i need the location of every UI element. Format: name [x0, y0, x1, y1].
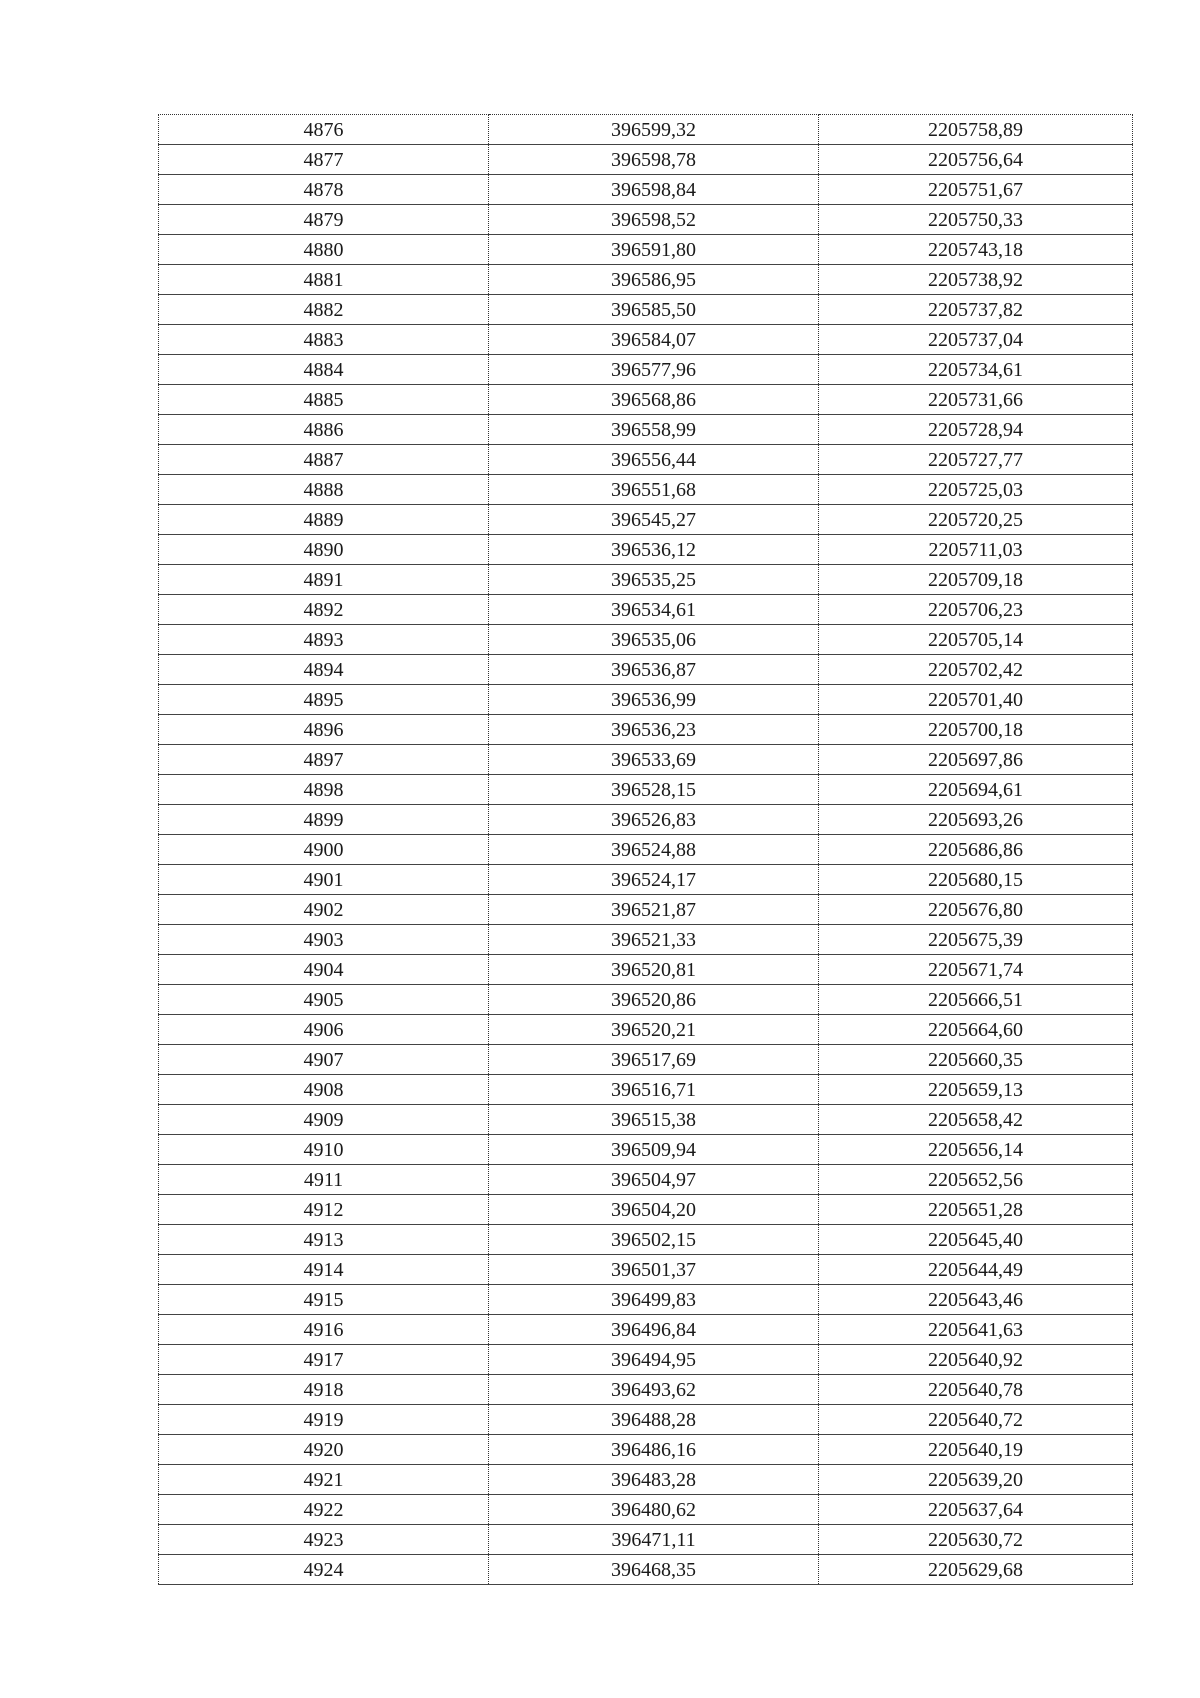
coordinates-table: [158, 114, 1133, 1585]
point-number-cell: 4910: [159, 1135, 489, 1165]
x-coordinate-cell: 396493,62: [489, 1375, 819, 1405]
y-coordinate-cell: 2205734,61: [819, 355, 1133, 385]
x-coordinate-cell: 396515,38: [489, 1105, 819, 1135]
x-coordinate-cell: 396483,28: [489, 1465, 819, 1495]
y-coordinate-cell: 2205750,33: [819, 205, 1133, 235]
x-coordinate-cell: 396471,11: [489, 1525, 819, 1555]
x-coordinate-cell: 396509,94: [489, 1135, 819, 1165]
point-number-cell: 4896: [159, 715, 489, 745]
point-number-cell: 4890: [159, 535, 489, 565]
x-coordinate-cell: 396536,23: [489, 715, 819, 745]
table-row: [159, 955, 1133, 985]
table-row: [159, 1525, 1133, 1555]
point-number-cell: 4907: [159, 1045, 489, 1075]
point-number-cell: 4880: [159, 235, 489, 265]
table-row: [159, 1045, 1133, 1075]
y-coordinate-cell: 2205686,86: [819, 835, 1133, 865]
x-coordinate-cell: 396599,32: [489, 115, 819, 145]
point-number-cell: 4903: [159, 925, 489, 955]
table-row: [159, 925, 1133, 955]
table-row: [159, 295, 1133, 325]
point-number-cell: 4882: [159, 295, 489, 325]
x-coordinate-cell: 396598,52: [489, 205, 819, 235]
point-number-cell: 4897: [159, 745, 489, 775]
x-coordinate-cell: 396524,88: [489, 835, 819, 865]
table-row: [159, 1405, 1133, 1435]
y-coordinate-cell: 2205709,18: [819, 565, 1133, 595]
point-number-cell: 4885: [159, 385, 489, 415]
table-row: [159, 625, 1133, 655]
point-number-cell: 4894: [159, 655, 489, 685]
y-coordinate-cell: 2205652,56: [819, 1165, 1133, 1195]
point-number-cell: 4901: [159, 865, 489, 895]
point-number-cell: 4899: [159, 805, 489, 835]
table-row: [159, 535, 1133, 565]
x-coordinate-cell: 396494,95: [489, 1345, 819, 1375]
x-coordinate-cell: 396535,25: [489, 565, 819, 595]
table-row: [159, 895, 1133, 925]
table-row: [159, 565, 1133, 595]
y-coordinate-cell: 2205664,60: [819, 1015, 1133, 1045]
point-number-cell: 4911: [159, 1165, 489, 1195]
table-row: [159, 715, 1133, 745]
y-coordinate-cell: 2205643,46: [819, 1285, 1133, 1315]
table-row: [159, 805, 1133, 835]
x-coordinate-cell: 396499,83: [489, 1285, 819, 1315]
x-coordinate-cell: 396533,69: [489, 745, 819, 775]
x-coordinate-cell: 396584,07: [489, 325, 819, 355]
y-coordinate-cell: 2205637,64: [819, 1495, 1133, 1525]
table-row: [159, 595, 1133, 625]
y-coordinate-cell: 2205645,40: [819, 1225, 1133, 1255]
table-row: [159, 475, 1133, 505]
table-row: [159, 1465, 1133, 1495]
table-row: [159, 1555, 1133, 1585]
point-number-cell: 4921: [159, 1465, 489, 1495]
y-coordinate-cell: 2205660,35: [819, 1045, 1133, 1075]
point-number-cell: 4918: [159, 1375, 489, 1405]
y-coordinate-cell: 2205711,03: [819, 535, 1133, 565]
point-number-cell: 4898: [159, 775, 489, 805]
x-coordinate-cell: 396521,87: [489, 895, 819, 925]
point-number-cell: 4878: [159, 175, 489, 205]
point-number-cell: 4909: [159, 1105, 489, 1135]
table-row: [159, 1135, 1133, 1165]
table-row: [159, 1345, 1133, 1375]
point-number-cell: 4916: [159, 1315, 489, 1345]
x-coordinate-cell: 396536,12: [489, 535, 819, 565]
point-number-cell: 4887: [159, 445, 489, 475]
point-number-cell: 4902: [159, 895, 489, 925]
x-coordinate-cell: 396488,28: [489, 1405, 819, 1435]
x-coordinate-cell: 396536,99: [489, 685, 819, 715]
table-row: [159, 355, 1133, 385]
x-coordinate-cell: 396520,86: [489, 985, 819, 1015]
y-coordinate-cell: 2205720,25: [819, 505, 1133, 535]
y-coordinate-cell: 2205671,74: [819, 955, 1133, 985]
y-coordinate-cell: 2205727,77: [819, 445, 1133, 475]
table-row: [159, 1105, 1133, 1135]
table-row: [159, 415, 1133, 445]
point-number-cell: 4883: [159, 325, 489, 355]
x-coordinate-cell: 396520,21: [489, 1015, 819, 1045]
table-row: [159, 685, 1133, 715]
coordinates-table-body: [159, 115, 1133, 1585]
point-number-cell: 4876: [159, 115, 489, 145]
table-row: [159, 1255, 1133, 1285]
point-number-cell: 4906: [159, 1015, 489, 1045]
x-coordinate-cell: 396535,06: [489, 625, 819, 655]
x-coordinate-cell: 396504,20: [489, 1195, 819, 1225]
x-coordinate-cell: 396598,84: [489, 175, 819, 205]
table-row: [159, 445, 1133, 475]
y-coordinate-cell: 2205640,92: [819, 1345, 1133, 1375]
x-coordinate-cell: 396520,81: [489, 955, 819, 985]
table-row: [159, 1015, 1133, 1045]
table-row: [159, 745, 1133, 775]
table-row: [159, 1375, 1133, 1405]
y-coordinate-cell: 2205758,89: [819, 115, 1133, 145]
table-row: [159, 145, 1133, 175]
y-coordinate-cell: 2205640,78: [819, 1375, 1133, 1405]
x-coordinate-cell: 396577,96: [489, 355, 819, 385]
x-coordinate-cell: 396534,61: [489, 595, 819, 625]
point-number-cell: 4891: [159, 565, 489, 595]
y-coordinate-cell: 2205756,64: [819, 145, 1133, 175]
x-coordinate-cell: 396568,86: [489, 385, 819, 415]
y-coordinate-cell: 2205743,18: [819, 235, 1133, 265]
x-coordinate-cell: 396536,87: [489, 655, 819, 685]
table-row: [159, 1315, 1133, 1345]
y-coordinate-cell: 2205706,23: [819, 595, 1133, 625]
x-coordinate-cell: 396598,78: [489, 145, 819, 175]
x-coordinate-cell: 396526,83: [489, 805, 819, 835]
x-coordinate-cell: 396551,68: [489, 475, 819, 505]
point-number-cell: 4908: [159, 1075, 489, 1105]
y-coordinate-cell: 2205659,13: [819, 1075, 1133, 1105]
y-coordinate-cell: 2205693,26: [819, 805, 1133, 835]
x-coordinate-cell: 396556,44: [489, 445, 819, 475]
y-coordinate-cell: 2205700,18: [819, 715, 1133, 745]
x-coordinate-cell: 396558,99: [489, 415, 819, 445]
x-coordinate-cell: 396545,27: [489, 505, 819, 535]
y-coordinate-cell: 2205680,15: [819, 865, 1133, 895]
point-number-cell: 4881: [159, 265, 489, 295]
y-coordinate-cell: 2205651,28: [819, 1195, 1133, 1225]
table-row: [159, 1435, 1133, 1465]
y-coordinate-cell: 2205675,39: [819, 925, 1133, 955]
point-number-cell: 4877: [159, 145, 489, 175]
point-number-cell: 4912: [159, 1195, 489, 1225]
table-row: [159, 265, 1133, 295]
y-coordinate-cell: 2205629,68: [819, 1555, 1133, 1585]
table-row: [159, 655, 1133, 685]
y-coordinate-cell: 2205731,66: [819, 385, 1133, 415]
table-row: [159, 1075, 1133, 1105]
y-coordinate-cell: 2205656,14: [819, 1135, 1133, 1165]
x-coordinate-cell: 396480,62: [489, 1495, 819, 1525]
table-row: [159, 775, 1133, 805]
y-coordinate-cell: 2205728,94: [819, 415, 1133, 445]
table-row: [159, 1285, 1133, 1315]
point-number-cell: 4892: [159, 595, 489, 625]
table-row: [159, 385, 1133, 415]
table-row: [159, 985, 1133, 1015]
y-coordinate-cell: 2205640,72: [819, 1405, 1133, 1435]
x-coordinate-cell: 396524,17: [489, 865, 819, 895]
x-coordinate-cell: 396517,69: [489, 1045, 819, 1075]
x-coordinate-cell: 396486,16: [489, 1435, 819, 1465]
y-coordinate-cell: 2205640,19: [819, 1435, 1133, 1465]
point-number-cell: 4914: [159, 1255, 489, 1285]
x-coordinate-cell: 396528,15: [489, 775, 819, 805]
point-number-cell: 4888: [159, 475, 489, 505]
table-row: [159, 325, 1133, 355]
x-coordinate-cell: 396501,37: [489, 1255, 819, 1285]
y-coordinate-cell: 2205676,80: [819, 895, 1133, 925]
y-coordinate-cell: 2205666,51: [819, 985, 1133, 1015]
y-coordinate-cell: 2205701,40: [819, 685, 1133, 715]
y-coordinate-cell: 2205751,67: [819, 175, 1133, 205]
table-row: [159, 865, 1133, 895]
table-row: [159, 505, 1133, 535]
point-number-cell: 4895: [159, 685, 489, 715]
y-coordinate-cell: 2205658,42: [819, 1105, 1133, 1135]
y-coordinate-cell: 2205737,04: [819, 325, 1133, 355]
y-coordinate-cell: 2205697,86: [819, 745, 1133, 775]
point-number-cell: 4913: [159, 1225, 489, 1255]
table-row: [159, 115, 1133, 145]
point-number-cell: 4879: [159, 205, 489, 235]
x-coordinate-cell: 396586,95: [489, 265, 819, 295]
y-coordinate-cell: 2205705,14: [819, 625, 1133, 655]
point-number-cell: 4893: [159, 625, 489, 655]
point-number-cell: 4889: [159, 505, 489, 535]
table-row: [159, 1195, 1133, 1225]
x-coordinate-cell: 396521,33: [489, 925, 819, 955]
table-row: [159, 835, 1133, 865]
y-coordinate-cell: 2205630,72: [819, 1525, 1133, 1555]
table-row: [159, 205, 1133, 235]
point-number-cell: 4884: [159, 355, 489, 385]
x-coordinate-cell: 396585,50: [489, 295, 819, 325]
y-coordinate-cell: 2205644,49: [819, 1255, 1133, 1285]
point-number-cell: 4919: [159, 1405, 489, 1435]
point-number-cell: 4904: [159, 955, 489, 985]
point-number-cell: 4915: [159, 1285, 489, 1315]
point-number-cell: 4924: [159, 1555, 489, 1585]
x-coordinate-cell: 396591,80: [489, 235, 819, 265]
point-number-cell: 4900: [159, 835, 489, 865]
point-number-cell: 4917: [159, 1345, 489, 1375]
table-row: [159, 1225, 1133, 1255]
table-row: [159, 1495, 1133, 1525]
table-row: [159, 235, 1133, 265]
y-coordinate-cell: 2205737,82: [819, 295, 1133, 325]
point-number-cell: 4905: [159, 985, 489, 1015]
table-row: [159, 175, 1133, 205]
x-coordinate-cell: 396496,84: [489, 1315, 819, 1345]
point-number-cell: 4922: [159, 1495, 489, 1525]
y-coordinate-cell: 2205694,61: [819, 775, 1133, 805]
y-coordinate-cell: 2205702,42: [819, 655, 1133, 685]
y-coordinate-cell: 2205725,03: [819, 475, 1133, 505]
x-coordinate-cell: 396504,97: [489, 1165, 819, 1195]
x-coordinate-cell: 396516,71: [489, 1075, 819, 1105]
point-number-cell: 4886: [159, 415, 489, 445]
point-number-cell: 4923: [159, 1525, 489, 1555]
y-coordinate-cell: 2205738,92: [819, 265, 1133, 295]
x-coordinate-cell: 396502,15: [489, 1225, 819, 1255]
y-coordinate-cell: 2205641,63: [819, 1315, 1133, 1345]
y-coordinate-cell: 2205639,20: [819, 1465, 1133, 1495]
table-row: [159, 1165, 1133, 1195]
point-number-cell: 4920: [159, 1435, 489, 1465]
x-coordinate-cell: 396468,35: [489, 1555, 819, 1585]
